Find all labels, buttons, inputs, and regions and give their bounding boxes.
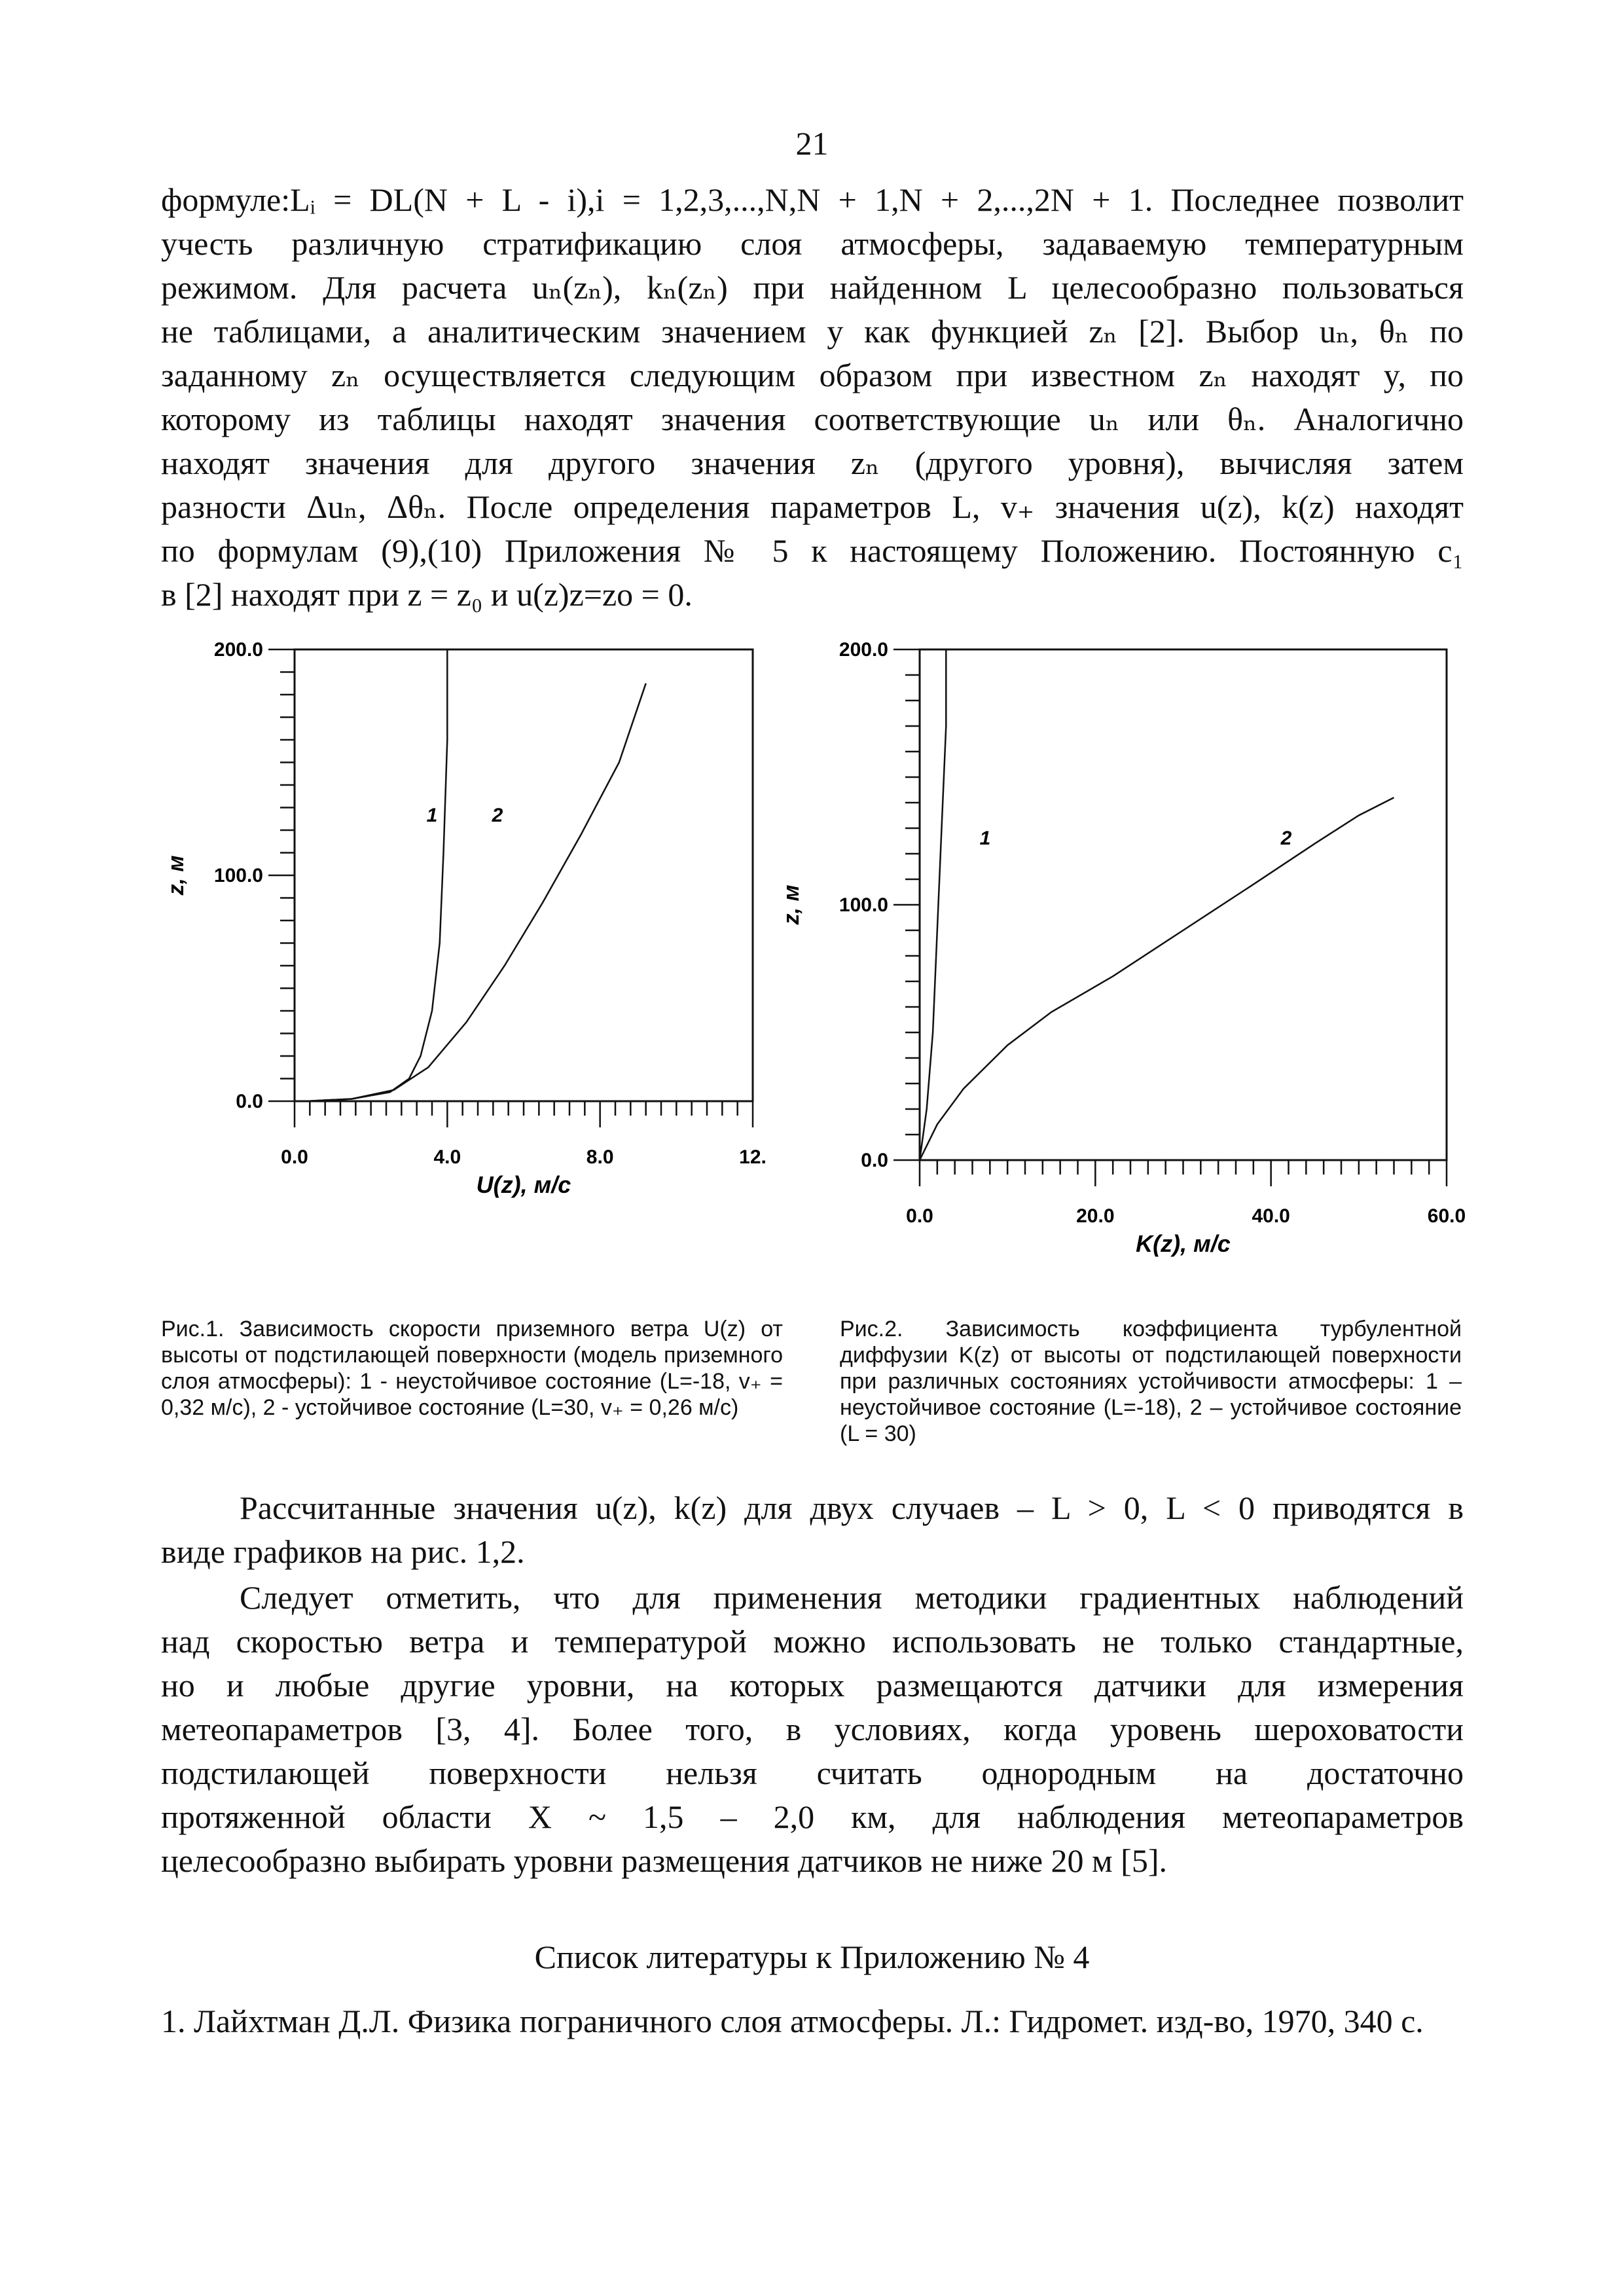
paragraph-results [161,1486,1464,1574]
text-line: не таблицами, а аналитическим значением y как функцией zₙ [2]. Выбор uₙ, θₙ по [161,313,1464,350]
y-tick-label: 200.0 [839,639,888,661]
paragraph-formula [161,178,1464,617]
x-tick-label: 60.0 [1427,1205,1466,1227]
y-tick-label: 100.0 [839,894,888,916]
x-tick-label: 40.0 [1252,1205,1290,1227]
figure-2-caption: Рис.2. Зависимость коэффициента турбулентной диффузии K(z) от высоты от подстилающей поверхности при различных состояниях устойчивости атмосферы: 1 –неустойчивое состояние (L=-18), 2 – устойчивое состояние (L = 30) [840,1317,1462,1446]
y-tick-label: 0.0 [236,1091,263,1112]
plot-frame [920,649,1447,1160]
text-line: находят значения для другого значения zₙ (другого уровня), вычисляя затем [161,445,1464,481]
x-axis-label: U(z), м/с [476,1171,571,1198]
text-line: метеопараметров [3, 4]. Более того, в условиях, когда уровень шероховатости [161,1711,1464,1747]
figure-1-chart [144,629,785,1283]
text-line: заданному zₙ осуществляется следующим образом при известном zₙ находят y, по [161,357,1464,393]
text-line: подстилающей поверхности нельзя считать однородным на достаточно [161,1755,1464,1791]
x-tick-label: 0.0 [906,1205,933,1227]
x-axis-label: K(z), м/с [1136,1230,1231,1257]
y-axis-label: z, м [164,855,189,896]
plot-frame [295,649,753,1101]
text-line: Рассчитанные значения u(z), k(z) для двух случаев – L > 0, L < 0 приводятся в [240,1489,1464,1526]
text-line: в [2] находят при z = z₀ и u(z)z=zo = 0. [161,576,693,613]
y-tick-label: 0.0 [861,1150,888,1171]
text-line: Следует отметить, что для применения методики градиентных наблюдений [240,1579,1464,1616]
text-line: учесть различную стратификацию слоя атмосферы, задаваемую температурным [161,225,1464,262]
references-heading: Список литературы к Приложению № 4 [534,1939,1090,1975]
figure-1-caption: Рис.1. Зависимость скорости приземного ветра U(z) от высоты от подстилающей поверхности (модель приземного слоя атмосферы): 1 - неустойчивое состояние (L=-18, v₊ = 0,32 м/с), 2 - устойчивое состояние (L=30, v₊ = 0,26 м/с) [161,1317,783,1420]
text-line: но и любые другие уровни, на которых размещаются датчики для измерения [161,1667,1464,1704]
figure-2-chart [759,629,1486,1290]
text-line: которому из таблицы находят значения соответствующие uₙ или θₙ. Аналогично [161,401,1464,437]
text-line: протяженной области X ~ 1,5 – 2,0 км, для наблюдения метеопараметров [161,1798,1464,1835]
curve-label-2: 2 [492,805,503,826]
page-number: 21 [795,125,829,162]
x-tick-label: 20.0 [1076,1205,1115,1227]
reference-item: 1. Лайхтман Д.Л. Физика пограничного слоя атмосферы. Л.: Гидромет. изд-во, 1970, 340 с. [161,2003,1424,2039]
text-line: разности Δuₙ, Δθₙ. После определения параметров L, v₊ значения u(z), k(z) находят [161,488,1464,525]
curve-label-2: 2 [1280,828,1292,849]
text-line: режимом. Для расчета uₙ(zₙ), kₙ(zₙ) при найденном L целесообразно пользоваться [161,269,1464,306]
text-line: виде графиков на рис. 1,2. [161,1533,525,1570]
series-line-1 [920,649,946,1160]
curve-label-1: 1 [426,805,438,826]
text-line: над скоростью ветра и температурой можно использовать не только стандартные, [161,1623,1464,1660]
x-tick-label: 4.0 [433,1146,461,1168]
series-line-2 [920,797,1394,1160]
paragraph-method [161,1576,1464,1883]
text-line: по формулам (9),(10) Приложения № 5 к настоящему Положению. Постоянную c₁ [161,532,1464,569]
text-line: целесообразно выбирать уровни размещения датчиков не ниже 20 м [5]. [161,1842,1167,1879]
x-tick-label: 8.0 [586,1146,614,1168]
series-line-1 [306,649,448,1101]
y-tick-label: 200.0 [213,639,263,661]
series-line-2 [306,683,646,1101]
x-tick-label: 0.0 [281,1146,308,1168]
x-tick-label: 12. [739,1146,767,1168]
y-axis-label: z, м [779,884,804,925]
y-tick-label: 100.0 [213,865,263,886]
curve-label-1: 1 [979,828,991,849]
text-line: формуле:Lᵢ = DL(N + L - i),i = 1,2,3,...,N,N + 1,N + 2,...,2N + 1. Последнее позволит [161,181,1464,218]
